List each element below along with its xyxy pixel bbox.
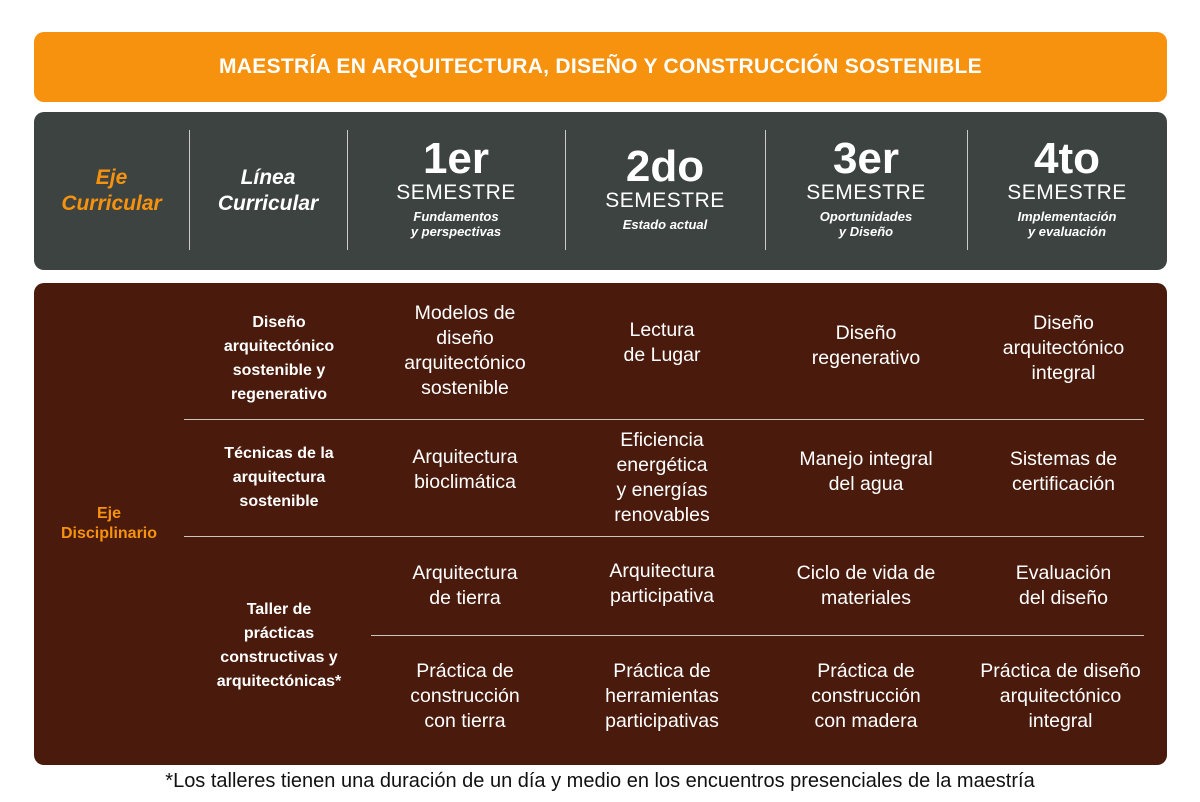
semester-subtitle <box>623 217 708 232</box>
semester-subtitle-line: y perspectivas <box>410 224 502 239</box>
linea-curricular-line-1: Línea <box>240 166 296 189</box>
cell-line: diseño <box>436 327 494 349</box>
eje-disciplinario-line-2: Disciplinario <box>60 525 158 542</box>
cell-line: y energías <box>616 479 708 501</box>
semester-header <box>34 112 1167 270</box>
cell-line: certificación <box>1012 473 1115 495</box>
course-cell <box>365 283 565 419</box>
cell-line: participativas <box>605 709 719 732</box>
cell-line: Arquitectura <box>412 562 518 584</box>
cell-line: renovables <box>614 504 710 526</box>
cell-line: Práctica de <box>613 659 711 682</box>
course-cell <box>365 537 565 635</box>
semester-subtitle-line: y Diseño <box>838 224 894 239</box>
course-cell <box>365 420 565 520</box>
course-cell <box>960 537 1167 635</box>
linea-tecnicas-label <box>184 420 374 536</box>
semester-word: SEMESTRE <box>605 188 725 212</box>
cell-line: Lectura <box>629 319 695 341</box>
cell-line: participativa <box>609 585 715 607</box>
course-cell <box>765 636 967 756</box>
semester-number: 3er <box>832 134 900 183</box>
linea-taller-label <box>184 537 374 755</box>
semester-subtitle <box>820 209 912 239</box>
course-cell <box>565 420 759 536</box>
cell-line: integral <box>1031 361 1096 384</box>
linea-curricular-line-2: Curricular <box>217 192 319 215</box>
semester-1-heading <box>347 112 565 270</box>
linea-line: regenerativo <box>230 386 328 403</box>
cell-line: Práctica de diseño <box>980 659 1141 682</box>
semester-subtitle <box>411 209 501 239</box>
cell-line: bioclimática <box>414 471 516 493</box>
linea-line: prácticas <box>243 625 315 642</box>
semester-3-heading <box>765 112 967 270</box>
linea-line: sostenible y <box>232 362 326 379</box>
cell-line: Diseño <box>835 322 897 344</box>
course-cell <box>565 537 759 631</box>
cell-line: regenerativo <box>811 347 921 369</box>
course-cell <box>960 283 1167 413</box>
cell-line: construcción <box>410 684 520 707</box>
cell-line: arquitectónico <box>999 684 1122 707</box>
cell-line: de Lugar <box>623 344 701 366</box>
linea-line: constructivas y <box>220 649 338 666</box>
cell-line: del agua <box>828 473 904 495</box>
course-cell <box>765 420 967 524</box>
linea-line: sostenible <box>239 493 319 510</box>
semester-subtitle-line: Implementación <box>1017 209 1117 224</box>
eje-curricular-line-1: Eje <box>95 166 128 189</box>
semester-number: 2do <box>625 141 705 191</box>
linea-line: Taller de <box>246 601 312 618</box>
cell-line: Eficiencia <box>620 429 704 451</box>
program-title: MAESTRÍA EN ARQUITECTURA, DISEÑO Y CONSTRUCCIÓN SOSTENIBLE <box>34 32 1167 102</box>
cell-line: Práctica de <box>416 659 514 682</box>
cell-line: con tierra <box>424 709 506 732</box>
course-cell <box>765 283 967 409</box>
cell-line: herramientas <box>605 684 719 707</box>
cell-line: con madera <box>814 709 918 732</box>
cell-line: Arquitectura <box>609 560 715 582</box>
cell-line: Evaluación <box>1015 562 1112 584</box>
cell-line: Arquitectura <box>412 446 518 468</box>
cell-line: Sistemas de <box>1009 448 1118 470</box>
course-cell <box>565 636 759 756</box>
course-cell <box>365 636 565 756</box>
cell-line: construcción <box>811 684 921 707</box>
course-cell <box>565 283 759 403</box>
cell-line: Práctica de <box>817 659 915 682</box>
semester-word: SEMESTRE <box>806 181 926 204</box>
linea-line: arquitectura <box>232 469 326 486</box>
semester-subtitle <box>1018 209 1117 239</box>
semester-subtitle-line: Oportunidades <box>819 209 913 224</box>
cell-line: Ciclo de vida de <box>796 562 936 584</box>
semester-subtitle-line: Estado actual <box>622 216 708 232</box>
course-cell <box>954 636 1167 756</box>
cell-line: arquitectónico <box>404 352 526 374</box>
cell-line: energética <box>616 454 708 476</box>
linea-curricular-heading <box>189 112 347 270</box>
footnote: *Los talleres tienen una duración de un día y medio en los encuentros presenciales de la maestría <box>165 770 1035 792</box>
cell-line: Diseño <box>1033 311 1094 334</box>
semester-subtitle-line: Fundamentos <box>413 209 499 224</box>
semester-4-heading <box>967 112 1167 270</box>
cell-line: del diseño <box>1019 587 1108 609</box>
cell-line: materiales <box>821 587 911 609</box>
semester-subtitle-line: y evaluación <box>1027 224 1107 239</box>
course-cell <box>960 420 1167 524</box>
cell-line: arquitectónico <box>1002 336 1125 359</box>
eje-disciplinario-line-1: Eje <box>96 505 121 522</box>
semester-word: SEMESTRE <box>396 181 516 204</box>
linea-line: arquitectónico <box>223 338 335 355</box>
semester-2-heading <box>565 112 765 270</box>
semester-number: 4to <box>1034 134 1100 183</box>
cell-line: sostenible <box>421 377 509 399</box>
course-cell <box>765 537 967 635</box>
linea-line: arquitectónicas* <box>216 673 342 690</box>
linea-line: Diseño <box>252 314 306 331</box>
cell-line: integral <box>1028 709 1093 732</box>
linea-line: Técnicas de la <box>224 445 334 462</box>
cell-line: Manejo integral <box>799 448 933 470</box>
cell-line: de tierra <box>429 587 501 609</box>
eje-disciplinario-label <box>34 283 184 765</box>
linea-diseno-label <box>184 299 374 419</box>
eje-curricular-line-2: Curricular <box>61 192 162 215</box>
semester-number: 1er <box>422 134 490 183</box>
semester-word: SEMESTRE <box>1007 181 1127 204</box>
curriculum-grid <box>34 283 1167 765</box>
eje-curricular-heading <box>34 112 189 270</box>
cell-line: Modelos de <box>414 302 516 324</box>
